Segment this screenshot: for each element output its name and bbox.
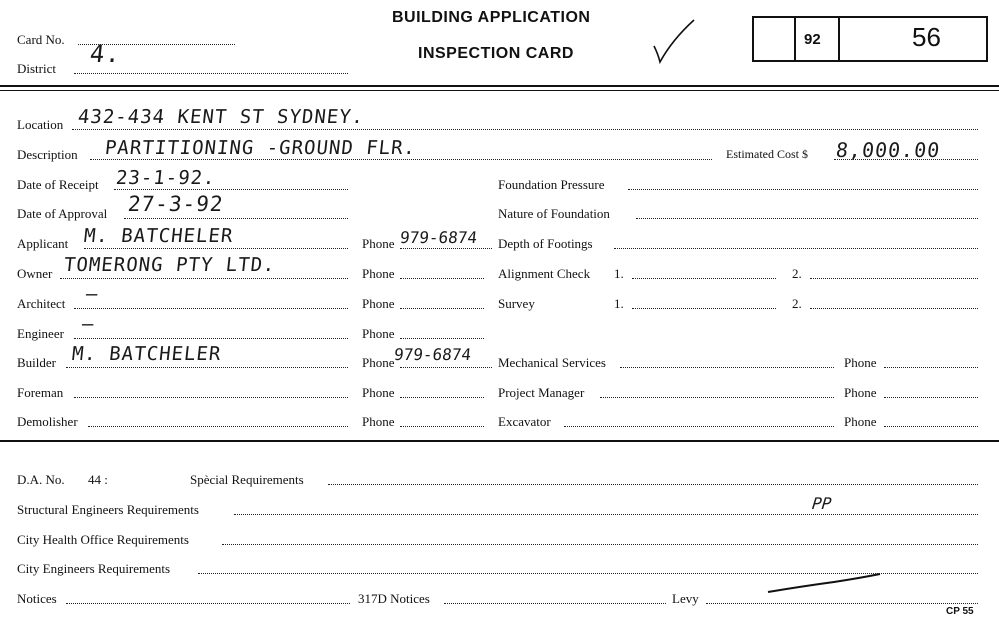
estimated-cost-label: Estimated Cost $ (726, 147, 808, 161)
builder-label: Builder (17, 355, 56, 370)
card-number: 56 (912, 22, 941, 52)
demolisher-label: Demolisher (17, 414, 78, 429)
structural-requirements-field[interactable] (234, 514, 978, 515)
mechanical-phone-field[interactable] (884, 367, 978, 368)
estimated-cost-value: 8,000.00 (834, 138, 942, 162)
card-no-label: Card No. (17, 32, 65, 47)
alignment-check-field-1[interactable] (632, 278, 776, 279)
engineer-field[interactable] (74, 338, 348, 339)
levy-dash-mark-icon (764, 570, 884, 598)
builder-field[interactable] (66, 367, 348, 368)
checkmark-icon (650, 18, 696, 66)
date-receipt-value: 23-1-92. (114, 167, 217, 189)
date-receipt-field[interactable] (114, 189, 348, 190)
date-approval-label: Date of Approval (17, 206, 108, 221)
notices-317d-field[interactable] (444, 603, 666, 604)
depth-footings-field[interactable] (614, 248, 978, 249)
alignment-check-field-2[interactable] (810, 278, 978, 279)
notices-field[interactable] (66, 603, 350, 604)
levy-label: Levy (672, 591, 699, 606)
architect-label: Architect (17, 296, 66, 311)
district-value: 4. (88, 40, 123, 68)
header-divider (0, 85, 999, 87)
notices-label: Notices (17, 591, 57, 606)
project-manager-label: Project Manager (498, 385, 585, 400)
health-requirements-field[interactable] (222, 544, 978, 545)
mechanical-label: Mechanical Services (498, 355, 606, 370)
applicant-phone-value: 979-6874 (399, 228, 479, 247)
alignment-check-label: Alignment Check (498, 266, 591, 281)
architect-phone-field[interactable] (400, 308, 484, 309)
applicant-phone-label: Phone (362, 236, 395, 251)
owner-phone-field[interactable] (400, 278, 484, 279)
excavator-phone-label: Phone (844, 414, 877, 429)
excavator-phone-field[interactable] (884, 426, 978, 427)
engineer-label: Engineer (17, 326, 64, 341)
structural-requirements-value: PP (811, 494, 833, 513)
engineer-value: – (80, 313, 96, 335)
notices-317d-label: 317D Notices (358, 591, 430, 606)
description-value: PARTITIONING -GROUND FLR. (103, 137, 418, 159)
foundation-pressure-field[interactable] (628, 189, 978, 190)
health-requirements-label: City Health Office Requirements (17, 532, 189, 547)
owner-phone-label: Phone (362, 266, 395, 281)
owner-value: TOMERONG PTY LTD. (62, 254, 277, 276)
special-requirements-label: Spècial Requirements (190, 472, 304, 487)
builder-value: M. BATCHELER (70, 343, 223, 365)
foreman-label: Foreman (17, 385, 64, 400)
header-divider-thin (0, 90, 999, 91)
builder-phone-field[interactable] (400, 367, 492, 368)
foreman-phone-label: Phone (362, 385, 395, 400)
demolisher-field[interactable] (88, 426, 348, 427)
engineer-phone-label: Phone (362, 326, 395, 341)
applicant-field[interactable] (84, 248, 348, 249)
survey-label: Survey (498, 296, 535, 311)
depth-footings-label: Depth of Footings (498, 236, 593, 251)
date-receipt-label: Date of Receipt (17, 177, 99, 192)
structural-requirements-label: Structural Engineers Requirements (17, 502, 199, 517)
card-title-line2: INSPECTION CARD (418, 45, 574, 62)
survey-item-2: 2. (792, 296, 802, 311)
district-label: District (17, 61, 56, 76)
foundation-pressure-label: Foundation Pressure (498, 177, 605, 192)
date-approval-value: 27-3-92 (126, 192, 225, 216)
demolisher-phone-field[interactable] (400, 426, 484, 427)
description-field[interactable] (90, 159, 712, 160)
card-year: 92 (804, 31, 821, 48)
location-value: 432-434 KENT ST SYDNEY. (76, 106, 366, 128)
foreman-field[interactable] (74, 397, 348, 398)
alignment-check-item-1: 1. (614, 266, 624, 281)
date-approval-field[interactable] (124, 218, 348, 219)
engineer-phone-field[interactable] (400, 338, 484, 339)
survey-field-1[interactable] (632, 308, 776, 309)
excavator-field[interactable] (564, 426, 834, 427)
district-field[interactable] (74, 73, 348, 74)
architect-value: – (84, 283, 100, 305)
location-field[interactable] (72, 129, 978, 130)
alignment-check-item-2: 2. (792, 266, 802, 281)
demolisher-phone-label: Phone (362, 414, 395, 429)
special-requirements-field[interactable] (328, 484, 978, 485)
description-label: Description (17, 147, 78, 162)
survey-field-2[interactable] (810, 308, 978, 309)
form-code: CP 55 (946, 606, 974, 617)
location-label: Location (17, 117, 64, 132)
project-manager-phone-field[interactable] (884, 397, 978, 398)
foreman-phone-field[interactable] (400, 397, 484, 398)
mechanical-field[interactable] (620, 367, 834, 368)
excavator-label: Excavator (498, 414, 551, 429)
card-title-line1: BUILDING APPLICATION (392, 9, 591, 26)
architect-phone-label: Phone (362, 296, 395, 311)
card-number-box (752, 16, 988, 62)
project-manager-phone-label: Phone (844, 385, 877, 400)
nature-foundation-field[interactable] (636, 218, 978, 219)
owner-field[interactable] (60, 278, 348, 279)
architect-field[interactable] (74, 308, 348, 309)
da-no-label: D.A. No. (17, 472, 65, 487)
levy-field[interactable] (706, 603, 978, 604)
builder-phone-value: 979-6874 (393, 345, 473, 364)
applicant-label: Applicant (17, 236, 69, 251)
builder-phone-label: Phone (362, 355, 395, 370)
applicant-value: M. BATCHELER (82, 225, 235, 247)
section-divider (0, 440, 999, 442)
mechanical-phone-label: Phone (844, 355, 877, 370)
nature-foundation-label: Nature of Foundation (498, 206, 610, 221)
applicant-phone-field[interactable] (400, 248, 492, 249)
project-manager-field[interactable] (600, 397, 834, 398)
survey-item-1: 1. (614, 296, 624, 311)
city-engineers-label: City Engineers Requirements (17, 561, 171, 576)
da-no-value: 44 : (88, 472, 108, 487)
owner-label: Owner (17, 266, 53, 281)
